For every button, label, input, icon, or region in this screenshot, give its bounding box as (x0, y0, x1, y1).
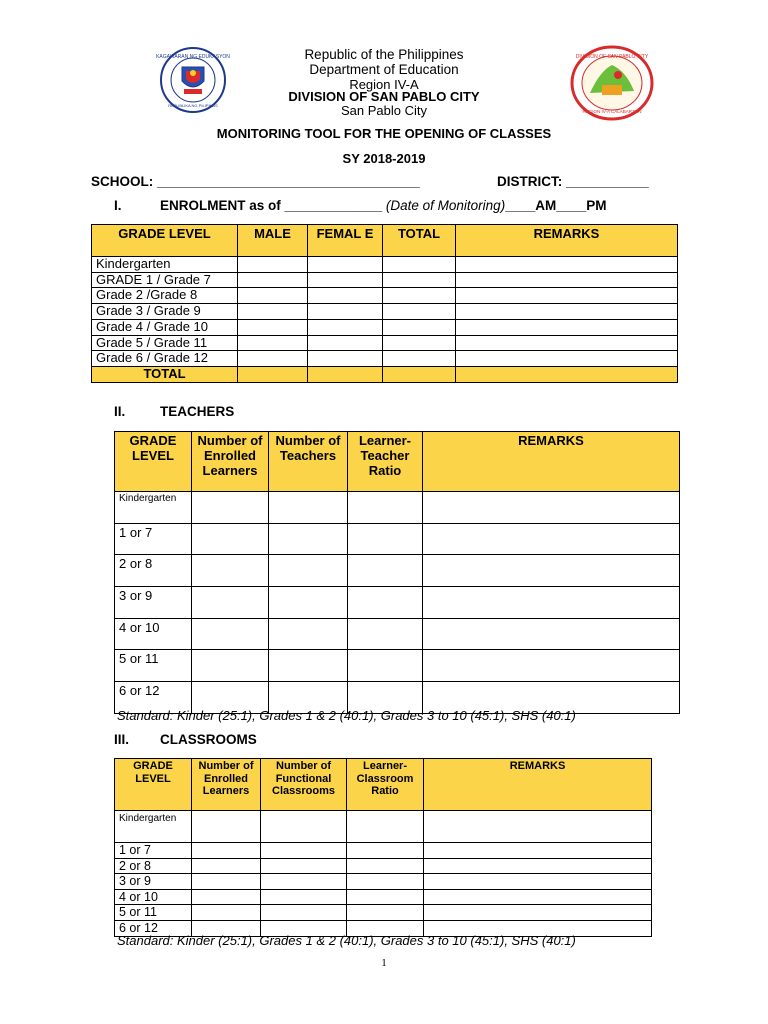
ratio-cell[interactable] (347, 889, 424, 905)
total-cell[interactable] (383, 335, 456, 351)
total-cell[interactable] (383, 272, 456, 288)
enrolled-cell[interactable] (192, 811, 261, 843)
male-cell[interactable] (238, 288, 308, 304)
school-field: SCHOOL: ___________________________________ (91, 174, 420, 189)
total-cell[interactable] (383, 304, 456, 320)
teachers-header-row (115, 432, 680, 492)
school-year: SY 2018-2019 (342, 151, 426, 166)
remarks-cell[interactable] (456, 319, 678, 335)
teachers-cell[interactable] (269, 523, 348, 555)
remarks-cell[interactable] (424, 843, 652, 859)
grade-cell: Kindergarten (92, 257, 238, 273)
grade-cell: 4 or 10 (115, 618, 192, 650)
total-cell[interactable] (383, 319, 456, 335)
header-republic: Republic of the Philippines (304, 47, 464, 62)
col-header: TOTAL (383, 225, 456, 257)
header-division: DIVISION OF SAN PABLO CITY (288, 89, 480, 104)
ratio-cell[interactable] (347, 811, 424, 843)
col-header: FEMAL E (308, 225, 383, 257)
teachers-table (114, 431, 680, 714)
page-number: 1 (381, 957, 387, 969)
table-row (92, 257, 678, 273)
female-cell[interactable] (308, 257, 383, 273)
grade-cell: 3 or 9 (115, 874, 192, 890)
section2-heading: TEACHERS (160, 404, 235, 419)
remarks-cell[interactable] (423, 555, 680, 587)
classrooms-cell[interactable] (261, 889, 347, 905)
col-header: Number of Enrolled Learners (192, 759, 261, 811)
female-cell[interactable] (308, 288, 383, 304)
col-header: Number of Enrolled Learners (192, 432, 269, 492)
city-logo-text: DIVISION OF SAN PABLO CITY (575, 54, 649, 60)
grade-cell: GRADE 1 / Grade 7 (92, 272, 238, 288)
total-cell[interactable] (383, 288, 456, 304)
ratio-cell[interactable] (348, 523, 423, 555)
enrolled-cell[interactable] (192, 650, 269, 682)
ratio-cell[interactable] (347, 905, 424, 921)
remarks-cell[interactable] (456, 272, 678, 288)
remarks-cell[interactable] (424, 858, 652, 874)
header-region: Region IV-A (349, 77, 419, 92)
enrolled-cell[interactable] (192, 858, 261, 874)
col-header: REMARKS (423, 432, 680, 492)
teachers-standard-note: Standard: Kinder (25:1), Grades 1 & 2 (40:1), Grades 3 to 10 (45:1), SHS (40:1) (117, 708, 576, 723)
total-cell[interactable] (383, 257, 456, 273)
remarks-cell[interactable] (456, 351, 678, 367)
classrooms-cell[interactable] (261, 874, 347, 890)
teachers-cell[interactable] (269, 587, 348, 619)
table-row (115, 618, 680, 650)
table-row (92, 351, 678, 367)
enrolled-cell[interactable] (192, 843, 261, 859)
total-row (92, 366, 678, 382)
male-cell[interactable] (238, 319, 308, 335)
grand-total-cell[interactable] (383, 366, 456, 382)
grade-cell: 2 or 8 (115, 555, 192, 587)
female-cell[interactable] (308, 351, 383, 367)
grade-cell: 5 or 11 (115, 650, 192, 682)
ratio-cell[interactable] (348, 492, 423, 524)
female-cell[interactable] (308, 304, 383, 320)
grade-cell: 2 or 8 (115, 858, 192, 874)
section3-number: III. (114, 732, 130, 747)
section1-ampm: ____AM____PM (505, 198, 607, 213)
col-header: Number of Teachers (269, 432, 348, 492)
grade-cell: 6 or 12 (115, 920, 192, 936)
remarks-cell[interactable] (424, 874, 652, 890)
table-row (115, 811, 652, 843)
classrooms-cell[interactable] (261, 843, 347, 859)
grade-cell: Grade 2 /Grade 8 (92, 288, 238, 304)
col-header: GRADE LEVEL (92, 225, 238, 257)
grade-cell: Grade 3 / Grade 9 (92, 304, 238, 320)
col-header: GRADE LEVEL (115, 759, 192, 811)
table-row (92, 335, 678, 351)
col-header: MALE (238, 225, 308, 257)
section2-number: II. (114, 404, 126, 419)
col-header: Learner-Classroom Ratio (347, 759, 424, 811)
remarks-cell[interactable] (423, 618, 680, 650)
section3-heading: CLASSROOMS (160, 732, 257, 747)
ratio-cell[interactable] (348, 650, 423, 682)
table-row (115, 843, 652, 859)
section1-number: I. (114, 198, 122, 213)
male-cell[interactable] (238, 272, 308, 288)
grade-cell: 1 or 7 (115, 843, 192, 859)
header-deped: Department of Education (309, 62, 459, 77)
teachers-cell[interactable] (269, 492, 348, 524)
district-field: DISTRICT: ___________ (497, 174, 649, 189)
enrolled-cell[interactable] (192, 587, 269, 619)
table-row (92, 288, 678, 304)
table-row (115, 587, 680, 619)
col-header: GRADE LEVEL (115, 432, 192, 492)
enrolled-cell[interactable] (192, 905, 261, 921)
classrooms-table (114, 758, 652, 937)
table-row (115, 523, 680, 555)
enrolled-cell[interactable] (192, 492, 269, 524)
remarks-cell[interactable] (456, 288, 678, 304)
total-cell[interactable] (383, 351, 456, 367)
section1-label: ENROLMENT as of _____________ (160, 198, 383, 213)
city-logo-bottom: REGION IV-A CALABARZON (582, 109, 642, 114)
total-label: TOTAL (92, 366, 238, 382)
table-row (92, 304, 678, 320)
header-city: San Pablo City (341, 103, 427, 118)
enrolled-cell[interactable] (192, 523, 269, 555)
classrooms-standard-note: Standard: Kinder (25:1), Grades 1 & 2 (40:1), Grades 3 to 10 (45:1), SHS (40:1) (117, 933, 576, 948)
enrolled-cell[interactable] (192, 874, 261, 890)
document-title: MONITORING TOOL FOR THE OPENING OF CLASSES (216, 126, 552, 141)
remarks-cell[interactable] (424, 905, 652, 921)
male-cell[interactable] (238, 304, 308, 320)
male-total-cell[interactable] (238, 366, 308, 382)
grade-cell: Grade 6 / Grade 12 (92, 351, 238, 367)
teachers-cell[interactable] (269, 650, 348, 682)
classrooms-cell[interactable] (261, 905, 347, 921)
female-cell[interactable] (308, 319, 383, 335)
grade-cell: 5 or 11 (115, 905, 192, 921)
remarks-cell[interactable] (456, 257, 678, 273)
classrooms-header-row (115, 759, 652, 811)
male-cell[interactable] (238, 257, 308, 273)
deped-logo-text: KAGAWARAN NG EDUKASYON (156, 54, 230, 60)
remarks-cell[interactable] (456, 335, 678, 351)
col-header: Learner-Teacher Ratio (348, 432, 423, 492)
remarks-cell[interactable] (423, 523, 680, 555)
grade-cell: 4 or 10 (115, 889, 192, 905)
table-row (115, 905, 652, 921)
enrolment-header-row (92, 225, 678, 257)
table-row (115, 492, 680, 524)
ratio-cell[interactable] (348, 618, 423, 650)
table-row (92, 272, 678, 288)
table-row (92, 319, 678, 335)
teachers-cell[interactable] (269, 618, 348, 650)
male-cell[interactable] (238, 335, 308, 351)
deped-logo-bottom: REPUBLIKA NG PILIPINAS (168, 103, 218, 108)
grade-cell: Grade 4 / Grade 10 (92, 319, 238, 335)
remarks-total-cell[interactable] (456, 366, 678, 382)
enrolled-cell[interactable] (192, 555, 269, 587)
grade-cell: 6 or 12 (115, 682, 192, 714)
ratio-cell[interactable] (347, 874, 424, 890)
table-row (115, 650, 680, 682)
ratio-cell[interactable] (347, 843, 424, 859)
remarks-cell[interactable] (456, 304, 678, 320)
remarks-cell[interactable] (424, 811, 652, 843)
remarks-cell[interactable] (424, 889, 652, 905)
grade-cell: Kindergarten (115, 492, 192, 524)
female-total-cell[interactable] (308, 366, 383, 382)
female-cell[interactable] (308, 335, 383, 351)
grade-cell: Kindergarten (115, 811, 192, 843)
teachers-cell[interactable] (269, 555, 348, 587)
grade-cell: Grade 5 / Grade 11 (92, 335, 238, 351)
grade-cell: 1 or 7 (115, 523, 192, 555)
table-row (115, 874, 652, 890)
col-header: REMARKS (456, 225, 678, 257)
section1-heading (160, 198, 607, 213)
col-header: REMARKS (424, 759, 652, 811)
grade-cell: 3 or 9 (115, 587, 192, 619)
table-row (115, 889, 652, 905)
remarks-cell[interactable] (423, 492, 680, 524)
enrolled-cell[interactable] (192, 618, 269, 650)
enrolled-cell[interactable] (192, 889, 261, 905)
section1-date-note: (Date of Monitoring) (385, 198, 506, 213)
table-row (115, 555, 680, 587)
male-cell[interactable] (238, 351, 308, 367)
table-row (115, 858, 652, 874)
female-cell[interactable] (308, 272, 383, 288)
remarks-cell[interactable] (423, 587, 680, 619)
col-header: Number of Functional Classrooms (261, 759, 347, 811)
ratio-cell[interactable] (347, 858, 424, 874)
enrolment-table (91, 224, 678, 383)
classrooms-cell[interactable] (261, 858, 347, 874)
classrooms-cell[interactable] (261, 811, 347, 843)
ratio-cell[interactable] (348, 587, 423, 619)
remarks-cell[interactable] (423, 650, 680, 682)
ratio-cell[interactable] (348, 555, 423, 587)
